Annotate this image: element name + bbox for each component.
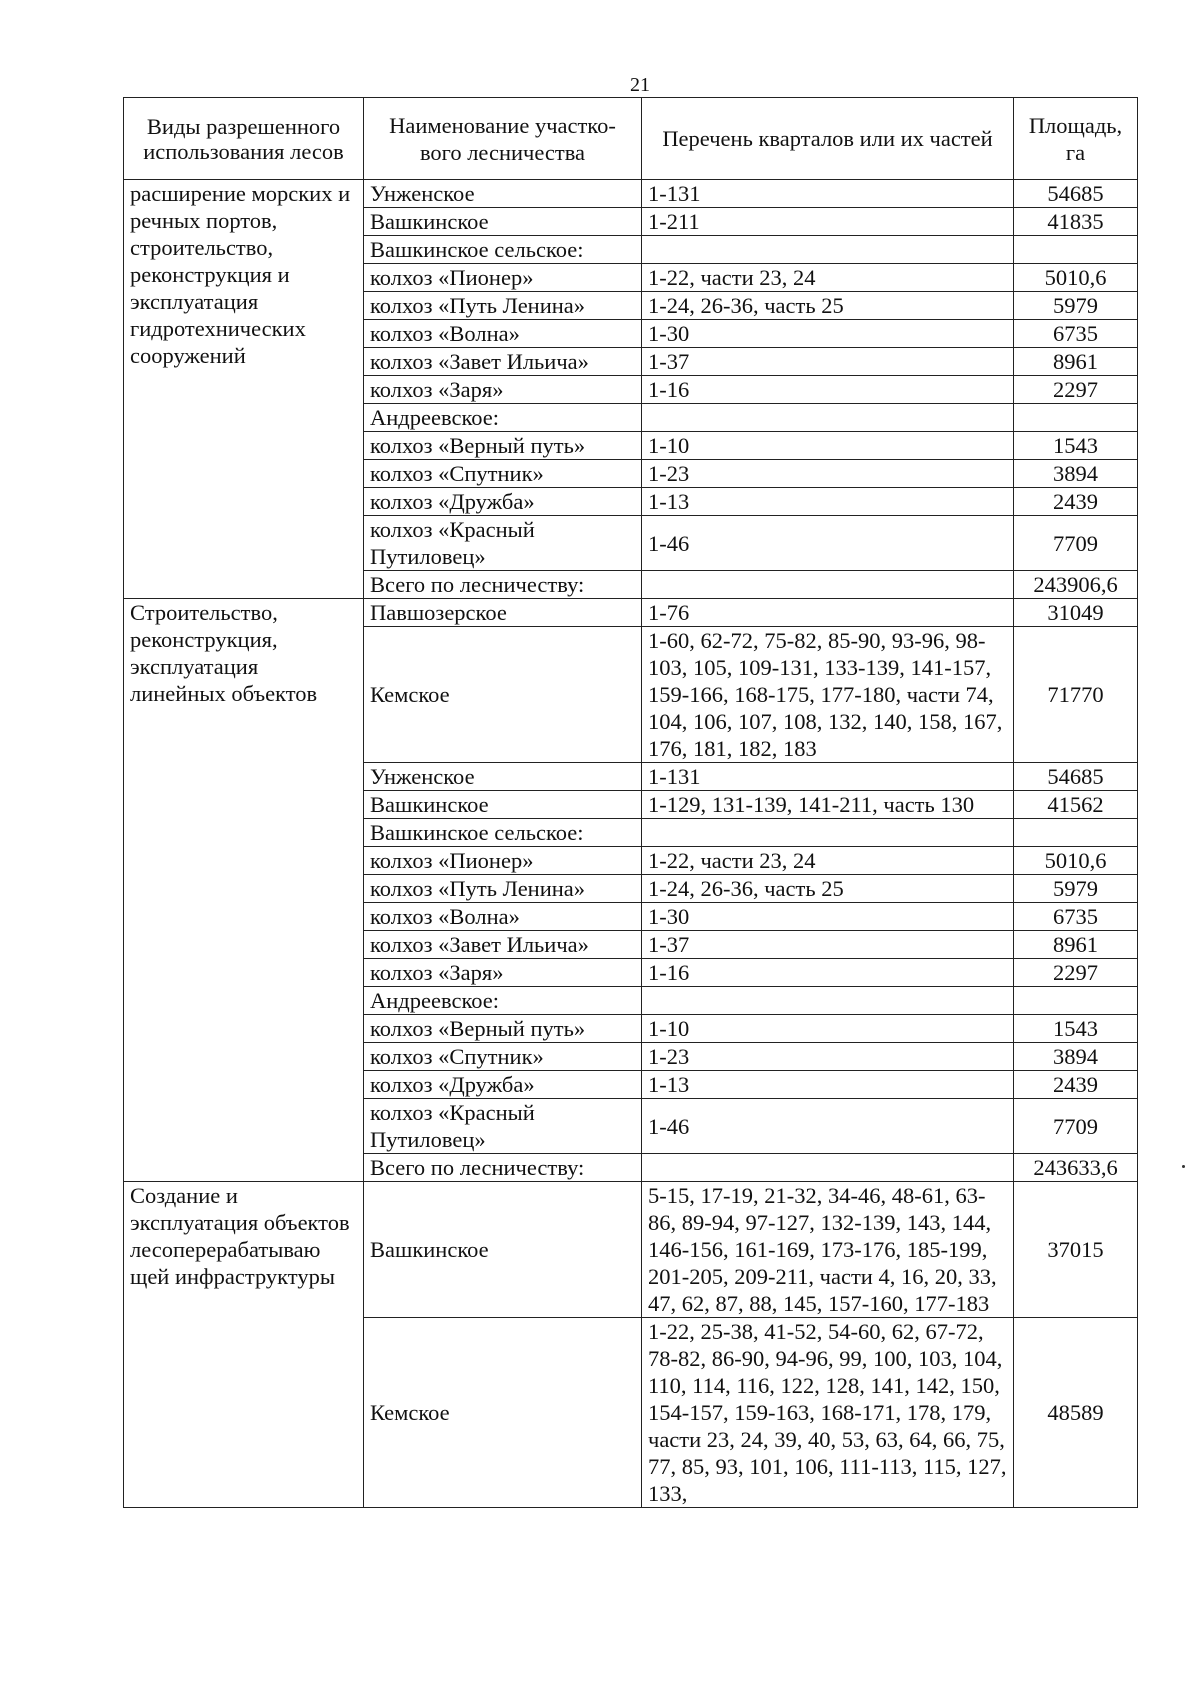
area-cell: 5979: [1014, 292, 1138, 320]
table-row: [124, 180, 1138, 208]
district-name-cell: колхоз «Пионер»: [364, 847, 642, 875]
district-name-cell: колхоз «Дружба»: [364, 488, 642, 516]
area-cell: 7709: [1014, 516, 1138, 571]
header-area: Площадь, га: [1014, 98, 1138, 180]
area-cell: [1014, 404, 1138, 432]
quarters-cell: 1-76: [642, 599, 1014, 627]
table-row: [124, 599, 1138, 627]
district-name-cell: колхоз «Волна»: [364, 903, 642, 931]
quarters-cell: 1-37: [642, 931, 1014, 959]
quarters-cell: [642, 236, 1014, 264]
area-cell: 1543: [1014, 432, 1138, 460]
quarters-cell: 1-129, 131-139, 141-211, часть 130: [642, 791, 1014, 819]
quarters-cell: [642, 819, 1014, 847]
district-name-cell: колхоз «Волна»: [364, 320, 642, 348]
area-cell: 54685: [1014, 763, 1138, 791]
area-cell: 48589: [1014, 1318, 1138, 1508]
quarters-cell: [642, 987, 1014, 1015]
district-name-cell: колхоз «Спутник»: [364, 460, 642, 488]
area-cell: 6735: [1014, 320, 1138, 348]
area-cell: 2297: [1014, 376, 1138, 404]
quarters-cell: 1-131: [642, 180, 1014, 208]
district-name-cell: Вашкинское сельское:: [364, 819, 642, 847]
quarters-cell: 1-131: [642, 763, 1014, 791]
page-number: 21: [630, 74, 650, 96]
district-name-cell: Кемское: [364, 627, 642, 763]
quarters-cell: 1-37: [642, 348, 1014, 376]
quarters-cell: 1-22, части 23, 24: [642, 847, 1014, 875]
quarters-cell: 1-10: [642, 432, 1014, 460]
area-cell: 5010,6: [1014, 847, 1138, 875]
quarters-cell: 1-22, 25-38, 41-52, 54-60, 62, 67-72, 78-82, 86-90, 94-96, 99, 100, 103, 104, 110, 114, 116, 122, 128, 141, 142, 150, 154-157, 159-163, 168-171, 178, 179, части 23, 24, 39, 40, 53, 63, 64, 66, 75, 77, 85, 93, 101, 106, 111-113, 115, 127, 133,: [642, 1318, 1014, 1508]
header-use-type: Виды разрешенного использования лесов: [124, 98, 364, 180]
quarters-cell: 1-23: [642, 460, 1014, 488]
quarters-cell: 1-211: [642, 208, 1014, 236]
district-name-cell: колхоз «Красный Путиловец»: [364, 1099, 642, 1154]
district-name-cell: Андреевское:: [364, 404, 642, 432]
forest-use-table: [123, 97, 1138, 1508]
quarters-cell: 1-22, части 23, 24: [642, 264, 1014, 292]
area-cell: 41562: [1014, 791, 1138, 819]
use-type-cell: Строительство, реконструкция, эксплуатация линейных объектов: [124, 599, 364, 1182]
quarters-cell: 1-30: [642, 903, 1014, 931]
district-name-cell: Павшозерское: [364, 599, 642, 627]
area-cell: 3894: [1014, 460, 1138, 488]
area-cell: 71770: [1014, 627, 1138, 763]
area-cell: [1014, 236, 1138, 264]
table-body: [124, 180, 1138, 1508]
district-name-cell: Всего по лесничеству:: [364, 571, 642, 599]
district-name-cell: Всего по лесничеству:: [364, 1154, 642, 1182]
area-cell: 5010,6: [1014, 264, 1138, 292]
area-cell: 8961: [1014, 348, 1138, 376]
district-name-cell: Вашкинское: [364, 208, 642, 236]
area-cell: [1014, 987, 1138, 1015]
quarters-cell: 1-13: [642, 488, 1014, 516]
district-name-cell: Андреевское:: [364, 987, 642, 1015]
area-cell: 243906,6: [1014, 571, 1138, 599]
district-name-cell: Вашкинское: [364, 791, 642, 819]
district-name-cell: Вашкинское сельское:: [364, 236, 642, 264]
area-cell: [1014, 819, 1138, 847]
quarters-cell: 1-24, 26-36, часть 25: [642, 292, 1014, 320]
area-cell: 31049: [1014, 599, 1138, 627]
quarters-cell: [642, 404, 1014, 432]
area-cell: 6735: [1014, 903, 1138, 931]
district-name-cell: колхоз «Спутник»: [364, 1043, 642, 1071]
header-quarters-list: Перечень кварталов или их частей: [642, 98, 1014, 180]
district-name-cell: Кемское: [364, 1318, 642, 1508]
area-cell: 5979: [1014, 875, 1138, 903]
district-name-cell: колхоз «Завет Ильича»: [364, 348, 642, 376]
quarters-cell: 1-60, 62-72, 75-82, 85-90, 93-96, 98-103, 105, 109-131, 133-139, 141-157, 159-166, 168-175, 177-180, части 74, 104, 106, 107, 108, 132, 140, 158, 167, 176, 181, 182, 183: [642, 627, 1014, 763]
district-name-cell: колхоз «Верный путь»: [364, 1015, 642, 1043]
area-cell: 41835: [1014, 208, 1138, 236]
area-cell: 2439: [1014, 1071, 1138, 1099]
district-name-cell: колхоз «Дружба»: [364, 1071, 642, 1099]
table-row: [124, 1182, 1138, 1318]
quarters-cell: 5-15, 17-19, 21-32, 34-46, 48-61, 63-86, 89-94, 97-127, 132-139, 143, 144, 146-156, 161-169, 173-176, 185-199, 201-205, 209-211, части 4, 16, 20, 33, 47, 62, 87, 88, 145, 157-160, 177-183: [642, 1182, 1014, 1318]
area-cell: 3894: [1014, 1043, 1138, 1071]
area-cell: 37015: [1014, 1182, 1138, 1318]
district-name-cell: Унженское: [364, 180, 642, 208]
header-district-name: Наименование участко-вого лесничества: [364, 98, 642, 180]
district-name-cell: колхоз «Путь Ленина»: [364, 292, 642, 320]
quarters-cell: [642, 571, 1014, 599]
quarters-cell: 1-46: [642, 1099, 1014, 1154]
quarters-cell: [642, 1154, 1014, 1182]
area-cell: 8961: [1014, 931, 1138, 959]
use-type-cell: расширение морских и речных портов, строительство, реконструкция и эксплуатация гидротехнических сооружений: [124, 180, 364, 599]
quarters-cell: 1-30: [642, 320, 1014, 348]
use-type-cell: Создание и эксплуатация объектов лесоперерабатываю щей инфраструктуры: [124, 1182, 364, 1508]
district-name-cell: колхоз «Пионер»: [364, 264, 642, 292]
quarters-cell: 1-16: [642, 959, 1014, 987]
quarters-cell: 1-13: [642, 1071, 1014, 1099]
district-name-cell: колхоз «Завет Ильича»: [364, 931, 642, 959]
district-name-cell: колхоз «Заря»: [364, 376, 642, 404]
area-cell: 1543: [1014, 1015, 1138, 1043]
quarters-cell: 1-10: [642, 1015, 1014, 1043]
area-cell: 54685: [1014, 180, 1138, 208]
area-cell: 7709: [1014, 1099, 1138, 1154]
area-cell: 243633,6: [1014, 1154, 1138, 1182]
district-name-cell: колхоз «Красный Путиловец»: [364, 516, 642, 571]
district-name-cell: колхоз «Заря»: [364, 959, 642, 987]
area-cell: 2439: [1014, 488, 1138, 516]
quarters-cell: 1-46: [642, 516, 1014, 571]
district-name-cell: колхоз «Путь Ленина»: [364, 875, 642, 903]
area-cell: 2297: [1014, 959, 1138, 987]
quarters-cell: 1-24, 26-36, часть 25: [642, 875, 1014, 903]
scan-speck: [1182, 1165, 1185, 1168]
district-name-cell: колхоз «Верный путь»: [364, 432, 642, 460]
district-name-cell: Унженское: [364, 763, 642, 791]
quarters-cell: 1-23: [642, 1043, 1014, 1071]
quarters-cell: 1-16: [642, 376, 1014, 404]
district-name-cell: Вашкинское: [364, 1182, 642, 1318]
